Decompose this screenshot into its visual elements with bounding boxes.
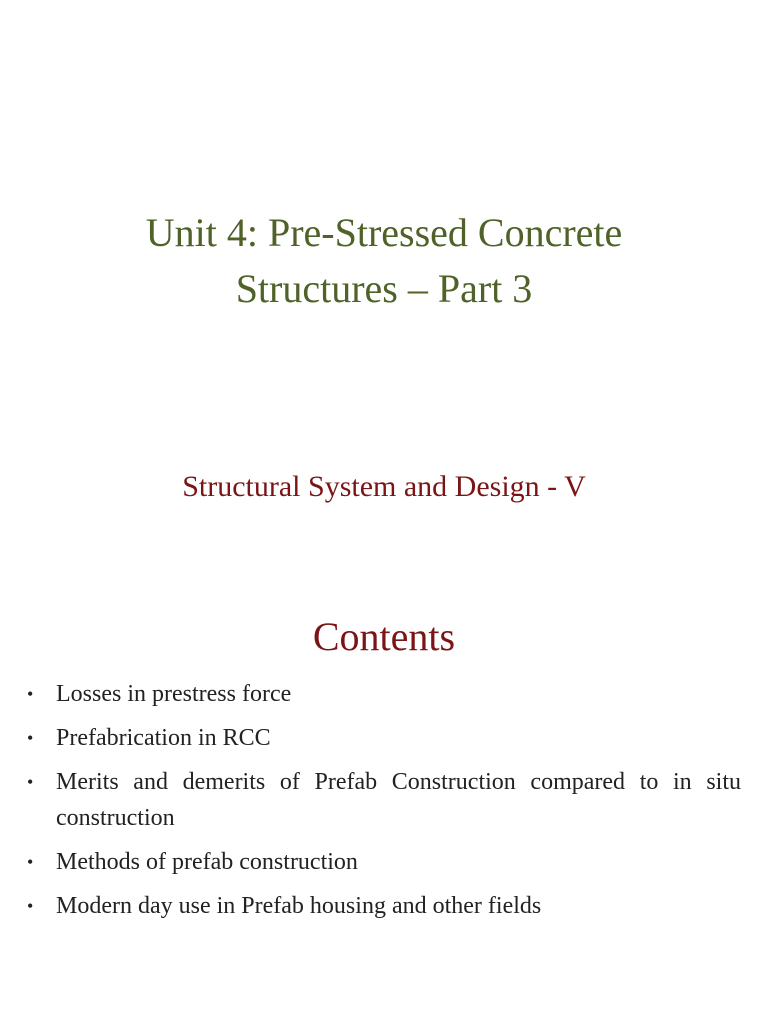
list-item	[27, 844, 741, 880]
bullet-icon: •	[27, 772, 34, 792]
list-item	[27, 888, 741, 924]
list-item	[27, 676, 741, 712]
list-item-text: Merits and demerits of Prefab Construction compared to in situ construction	[56, 769, 741, 831]
slide-title	[0, 205, 768, 317]
bullet-icon: •	[27, 728, 34, 748]
bullet-icon: •	[27, 896, 34, 916]
list-item	[27, 720, 741, 756]
bullet-icon: •	[27, 684, 34, 704]
list-item-text: Methods of prefab construction	[56, 849, 358, 875]
slide-title-line-1: Unit 4: Pre-Stressed Concrete	[145, 210, 623, 255]
contents-heading: Contents	[312, 614, 456, 659]
course-subtitle: Structural System and Design - V	[182, 470, 586, 503]
list-item-text: Prefabrication in RCC	[56, 725, 271, 751]
list-item	[27, 764, 741, 836]
list-item-text: Losses in prestress force	[56, 681, 292, 707]
slide-title-line-2: Structures – Part 3	[235, 266, 533, 311]
list-item-text: Modern day use in Prefab housing and other fields	[56, 893, 542, 919]
contents-list	[27, 676, 741, 932]
bullet-icon: •	[27, 852, 34, 872]
